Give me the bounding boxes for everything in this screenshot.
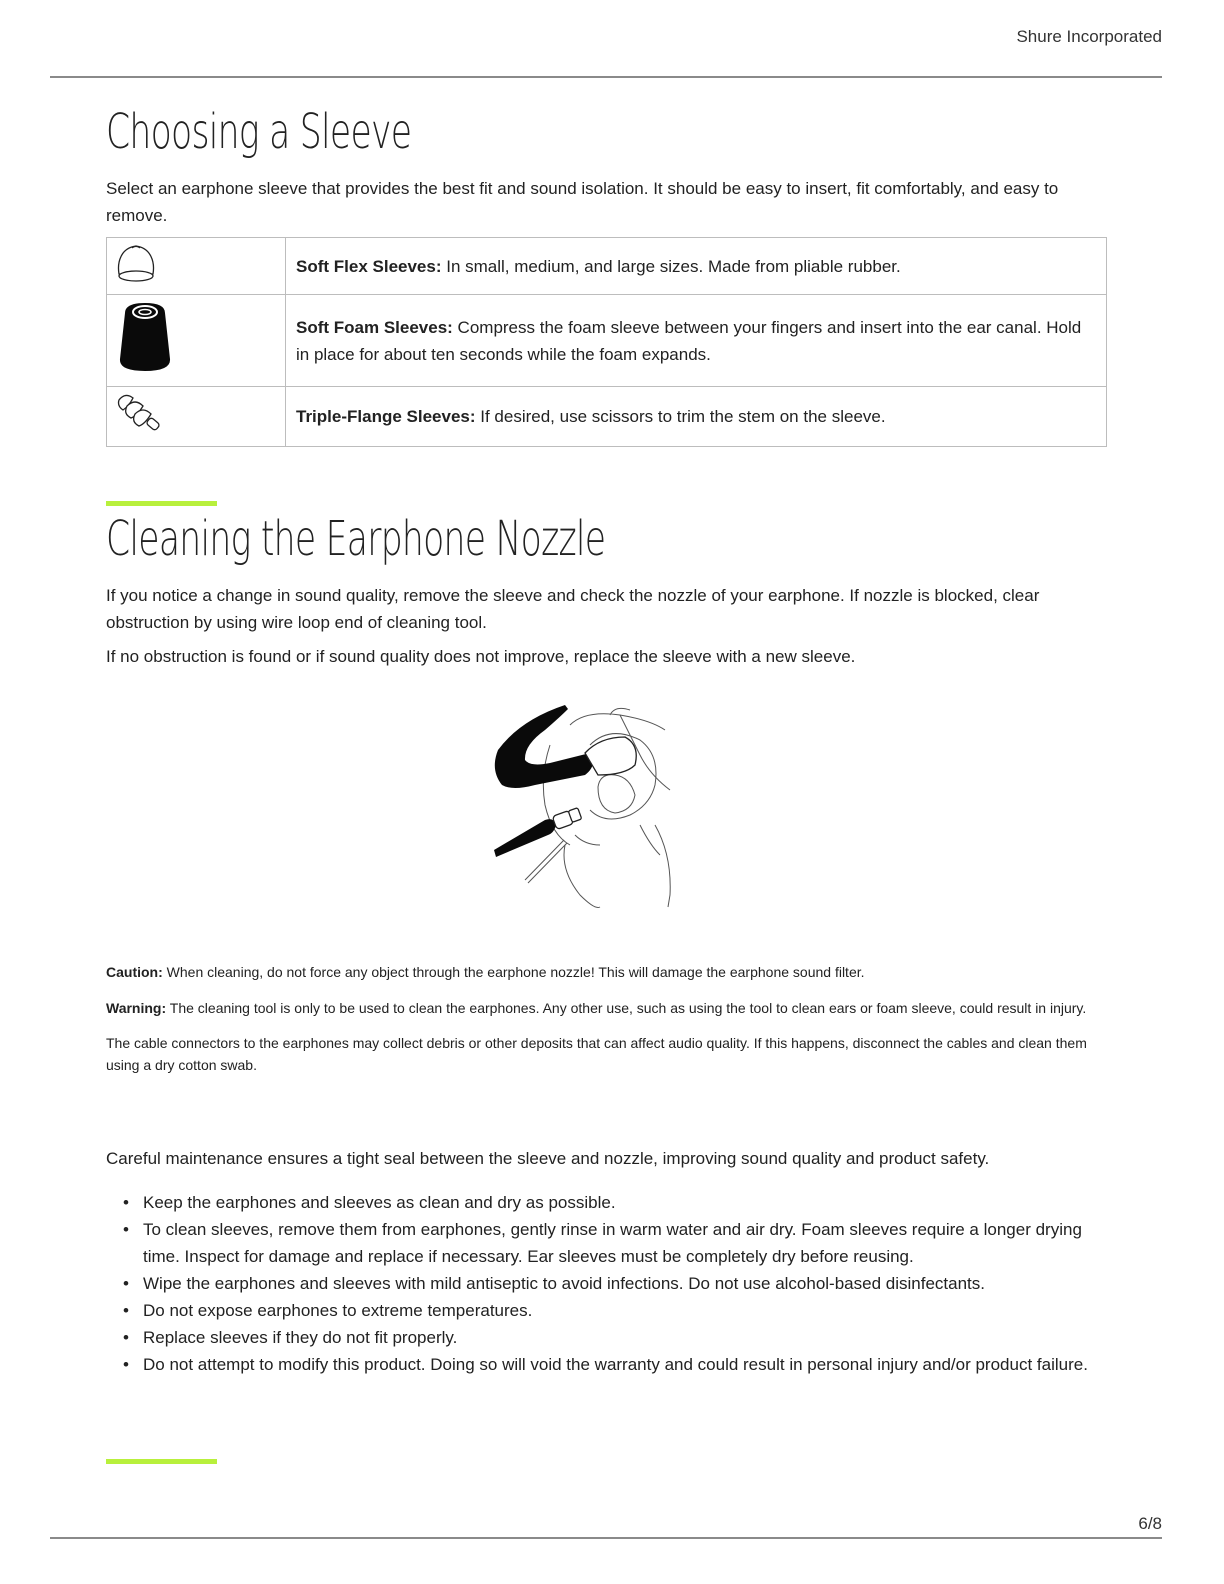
caution-label: Caution:	[106, 964, 163, 980]
sleeve-row-soft-foam	[107, 295, 1107, 387]
triple-flange-description	[286, 387, 1107, 447]
caution-text: When cleaning, do not force any object through the earphone nozzle! This will damage the earphone sound filter.	[162, 964, 865, 980]
list-item: • Do not expose earphones to extreme temperatures.	[143, 1297, 1106, 1324]
maintenance-list	[106, 1189, 1106, 1378]
soft-foam-name: Soft Foam Sleeves:	[296, 317, 453, 337]
soft-foam-text: Compress the foam sleeve between your fingers and insert into the ear canal. Hold in place for about ten seconds while the foam expands.	[296, 317, 1082, 364]
triple-flange-name: Triple-Flange Sleeves:	[296, 407, 476, 426]
soft-foam-description	[286, 295, 1107, 387]
sleeve-section	[106, 104, 1106, 447]
cleaning-notes	[106, 961, 1106, 1076]
cleaning-paragraph-1: If you notice a change in sound quality, remove the sleeve and check the nozzle of your earphone. If nozzle is blocked, clear obstruction by using wire loop end of cleaning tool.	[106, 586, 1040, 632]
list-item: • Keep the earphones and sleeves as clean and dry as possible.	[143, 1189, 1106, 1216]
list-item: • Wipe the earphones and sleeves with mild antiseptic to avoid infections. Do not use alcohol-based disinfectants.	[143, 1270, 1106, 1297]
soft-flex-description	[286, 238, 1107, 295]
maintenance-section	[106, 1145, 1106, 1378]
warning-label: Warning:	[106, 1000, 167, 1016]
list-item: • Replace sleeves if they do not fit properly.	[143, 1324, 1106, 1351]
page-number: 6/8	[1138, 1514, 1162, 1533]
footer-divider	[50, 1537, 1162, 1539]
accent-bar-top	[106, 501, 217, 506]
list-item: • To clean sleeves, remove them from earphones, gently rinse in warm water and air dry. Foam sleeves require a longer drying time. Inspect for damage and replace if necessary. Ear sleeves must be completely dry before reusing.	[143, 1216, 1106, 1270]
sleeve-row-triple-flange	[107, 387, 1107, 447]
cleaning-section-title: Cleaning the Earphone Nozzle	[106, 511, 606, 567]
header-divider	[50, 76, 1162, 78]
connector-note: The cable connectors to the earphones may collect debris or other deposits that can affect audio quality. If this happens, disconnect the cables and clean them using a dry cotton swab.	[106, 1035, 1087, 1073]
maintenance-intro: Careful maintenance ensures a tight seal between the sleeve and nozzle, improving sound quality and product safety.	[106, 1149, 990, 1168]
sleeve-section-title: Choosing a Sleeve	[106, 104, 412, 160]
cleaning-section	[106, 511, 1106, 670]
soft-foam-sleeve-icon	[115, 299, 175, 375]
soft-flex-sleeve-icon	[115, 240, 157, 284]
nozzle-cleaning-illustration	[490, 695, 685, 915]
sleeve-intro: Select an earphone sleeve that provides the best fit and sound isolation. It should be easy to insert, fit comfortably, and easy to remove.	[106, 179, 1059, 225]
triple-flange-text: If desired, use scissors to trim the stem on the sleeve.	[475, 407, 886, 426]
caution-note	[106, 961, 1106, 983]
cleaning-paragraph-2: If no obstruction is found or if sound quality does not improve, replace the sleeve with a new sleeve.	[106, 647, 856, 666]
list-item: • Do not attempt to modify this product. Doing so will void the warranty and could result in personal injury and/or product failure.	[143, 1351, 1106, 1378]
sleeve-row-soft-flex	[107, 238, 1107, 295]
soft-flex-name: Soft Flex Sleeves:	[296, 256, 442, 276]
warning-text: The cleaning tool is only to be used to clean the earphones. Any other use, such as using the tool to clean ears or foam sleeve, could result in injury.	[166, 1000, 1087, 1016]
accent-bar-bottom	[106, 1459, 217, 1464]
sleeve-table	[106, 237, 1107, 447]
warning-note	[106, 997, 1106, 1019]
triple-flange-sleeve-icon	[115, 390, 165, 436]
soft-flex-text: In small, medium, and large sizes. Made from pliable rubber.	[441, 256, 901, 276]
header-company-name: Shure Incorporated	[1016, 27, 1162, 46]
